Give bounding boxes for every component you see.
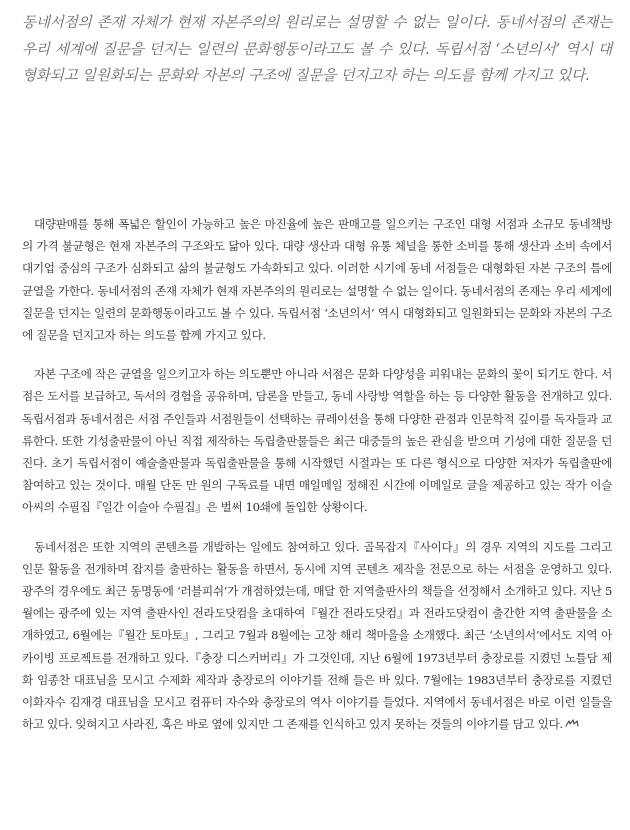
article-paragraph-1: 대량판매를 통해 폭넓은 할인이 가능하고 높은 마진율에 높은 판매고를 일으키는 구조인 대형 서점과 소규모 동네책방의 가격 불균형은 현재 자본주의 구조와도 닮아 있다. 대량 생산과 대형 유통 체널을 통한 소비를 통해 생산과 소비 속에서 대기업 중심의 구조가 심화되고 삶의 불균형도 가속화되고 있다. 이러한 시기에 동네 서점들은 대형화된 자본 구조의 틈에 균열을 가한다. 동네서점의 존재 자체가 현재 자본주의의 원리로는 설명할 수 없는 일이다. 동네서점의 존재는 우리 세계에 질문을 던지는 일련의 문화행동이라고도 볼 수 있다. 독립서점 ‘소년의서’ 역시 대형화되고 일원화되는 문화와 자본의 구조에 질문을 던지고자 하는 의도를 함께 가지고 있다. (22, 217, 612, 343)
article-paragraph-3-text: 동네서점은 또한 지역의 콘텐츠를 개발하는 일에도 참여하고 있다. 골목잡지『사이다』의 경우 지역의 지도를 그리고 인문 활동을 전개하며 잡지를 출판하는 활동을 하면서, 동시에 지역 콘텐츠 제작을 전문으로 하는 서점을 운영하고 있다. 광주의 경우에도 최근 동명동에 ‘러블피쉬’가 개점하였는데, 매달 한 지역출판사의 책들을 선정해서 소개하고 있다. 지난 5월에는 광주에 있는 지역 출판사인 전라도닷컴을 초대하여『월간 전라도닷컴』과 전라도닷컴이 출간한 지역 출판물을 소개하였고, 6월에는『월간 토마토』, 그리고 7월과 8월에는 고창 해리 책마을을 소개했다. 최근 ‘소년의서’에서도 지역 아카이빙 프로젝트를 전개하고 있다.『충장 디스커버리』가 그것인데, 지난 6월에 1973년부터 충장로를 지켰던 노틀담 제화 임종찬 대표님을 모시고 수제화 제작과 충장로의 이야기를 전해 들은 바 있다. 7월에는 1983년부터 충장로를 지켰던 이화자수 김재경 대표님을 모시고 컴퓨터 자수와 충장로의 역사 이야기를 들었다. 지역에서 동네서점은 바로 이런 일들을 하고 있다. 잊혀지고 사라진, 혹은 바로 옆에 있지만 그 존재를 인식하고 있지 못하는 것들의 이야기를 담고 있다. (22, 539, 612, 732)
article-body (22, 213, 612, 753)
article-paragraph-3 (22, 536, 612, 737)
pull-quote: 동네서점의 존재 자체가 현재 자본주의의 원리로는 설명할 수 없는 일이다. 동네서점의 존재는 우리 세계에 질문을 던지는 일련의 문화행동이라고도 볼 수 있다. 독립서점 ‘소년의서’ 역시 대형화되고 일원화되는 문화와 자본의 구조에 질문을 던지고자 하는 의도를 함께 가지고 있다. (22, 14, 612, 84)
article-paragraph-2: 자본 구조에 작은 균열을 일으키고자 하는 의도뿐만 아니라 서점은 문화 다양성을 피워내는 문화의 꽃이 되기도 한다. 서점은 도서를 보급하고, 독서의 경험을 공유하며, 담론을 만들고, 동네 사랑방 역할을 하는 등 다양한 활동을 전개하고 있다. 독립서점과 동네서점은 서점 주인들과 서점원들이 선택하는 큐레이션을 통해 다양한 관점과 인문학적 깊이를 독자들과 교류한다. 또한 기성출판물이 아닌 직접 제작하는 독립출판물들은 최근 대중들의 높은 관심을 받으며 기성에 대한 질문을 던진다. 초기 독립서점이 예술출판물과 독립출판물을 통해 시작했던 시절과는 또 다른 형식으로 다양한 저자가 독립출판에 참여하고 있는 것이다. 매월 단돈 만 원의 구독료를 내면 매일메일 정해진 시간에 이메일로 글을 제공하고 있는 작가 이슬아씨의 수필집『일간 이슬아 수필집』은 벌써 10쇄에 돌입한 상황이다. (22, 367, 612, 515)
end-mark-icon (565, 714, 579, 736)
